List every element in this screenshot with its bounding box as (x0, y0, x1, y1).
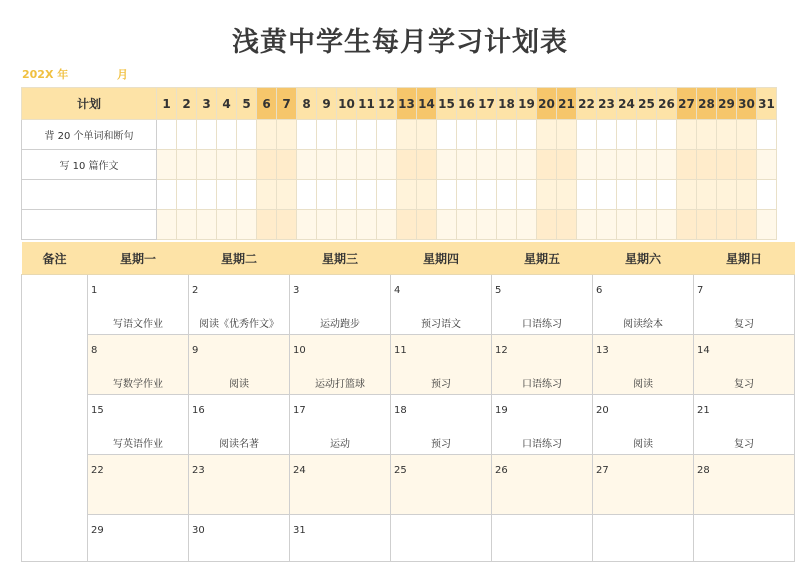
plan-check-cell[interactable] (257, 180, 277, 210)
day-activity: 复习 (734, 439, 754, 450)
plan-row (22, 150, 777, 180)
day-number: 18 (394, 405, 407, 416)
day-number: 28 (697, 465, 710, 476)
calendar-day-cell[interactable] (391, 335, 492, 395)
day-activity: 写语文作业 (113, 319, 163, 330)
plan-check-cell[interactable] (297, 120, 317, 150)
plan-day-header: 31 (757, 88, 777, 120)
plan-check-cell[interactable] (757, 120, 777, 150)
plan-check-cell[interactable] (237, 210, 257, 240)
plan-check-cell[interactable] (337, 120, 357, 150)
page-title: 浅黄中学生每月学习计划表 (232, 27, 568, 58)
plan-check-cell[interactable] (657, 150, 677, 180)
plan-check-cell[interactable] (677, 150, 697, 180)
plan-day-header: 20 (537, 88, 557, 120)
calendar-day-cell[interactable] (189, 515, 290, 562)
plan-check-cell[interactable] (737, 120, 757, 150)
plan-check-cell[interactable] (397, 120, 417, 150)
calendar-day-cell[interactable] (189, 455, 290, 515)
plan-check-cell[interactable] (217, 120, 237, 150)
plan-check-cell[interactable] (437, 150, 457, 180)
day-activity: 阅读绘本 (623, 319, 663, 330)
weekday-header: 星期五 (492, 242, 593, 275)
day-number: 9 (192, 345, 199, 356)
day-number: 16 (192, 405, 205, 416)
plan-check-cell[interactable] (717, 180, 737, 210)
plan-check-cell[interactable] (597, 120, 617, 150)
plan-day-header: 9 (317, 88, 337, 120)
plan-task-label[interactable] (22, 180, 157, 210)
plan-check-cell[interactable] (257, 210, 277, 240)
plan-check-cell[interactable] (597, 180, 617, 210)
plan-check-cell[interactable] (357, 210, 377, 240)
day-number: 13 (596, 345, 609, 356)
calendar-week-row (22, 515, 795, 562)
plan-check-cell[interactable] (317, 180, 337, 210)
plan-check-cell[interactable] (277, 210, 297, 240)
day-activity: 阅读《优秀作文》 (199, 319, 279, 330)
day-number: 10 (293, 345, 306, 356)
plan-check-cell[interactable] (237, 150, 257, 180)
weekday-header: 星期二 (189, 242, 290, 275)
plan-check-cell[interactable] (417, 180, 437, 210)
plan-task-label[interactable] (22, 210, 157, 240)
day-activity: 口语练习 (522, 439, 562, 450)
plan-check-cell[interactable] (157, 180, 177, 210)
calendar-day-cell[interactable] (88, 275, 189, 335)
plan-check-cell[interactable] (697, 180, 717, 210)
weekday-header: 星期四 (391, 242, 492, 275)
plan-check-cell[interactable] (377, 180, 397, 210)
plan-day-header: 23 (597, 88, 617, 120)
plan-check-cell[interactable] (377, 150, 397, 180)
day-activity: 口语练习 (522, 319, 562, 330)
calendar-day-cell[interactable] (189, 335, 290, 395)
calendar-day-cell[interactable] (88, 455, 189, 515)
year-label: 202X 年 (22, 68, 69, 81)
plan-check-cell[interactable] (657, 120, 677, 150)
day-number: 8 (91, 345, 98, 356)
plan-check-cell[interactable] (717, 120, 737, 150)
calendar-week-row (22, 335, 795, 395)
plan-day-header: 16 (457, 88, 477, 120)
plan-check-cell[interactable] (497, 180, 517, 210)
plan-check-cell[interactable] (557, 120, 577, 150)
day-number: 15 (91, 405, 104, 416)
calendar-day-cell[interactable] (391, 395, 492, 455)
plan-check-cell[interactable] (557, 150, 577, 180)
calendar-week-row (22, 275, 795, 335)
plan-day-header: 25 (637, 88, 657, 120)
plan-day-header: 12 (377, 88, 397, 120)
plan-check-cell[interactable] (517, 120, 537, 150)
plan-day-header: 26 (657, 88, 677, 120)
plan-check-cell[interactable] (577, 180, 597, 210)
plan-day-header: 5 (237, 88, 257, 120)
calendar-day-cell[interactable] (290, 335, 391, 395)
plan-check-cell[interactable] (717, 210, 737, 240)
plan-check-cell[interactable] (177, 210, 197, 240)
day-number: 1 (91, 285, 98, 296)
plan-check-cell[interactable] (497, 210, 517, 240)
plan-check-cell[interactable] (377, 120, 397, 150)
plan-day-header: 28 (697, 88, 717, 120)
plan-check-cell[interactable] (437, 180, 457, 210)
plan-header-label: 计划 (22, 88, 157, 120)
plan-check-cell[interactable] (597, 210, 617, 240)
plan-check-cell[interactable] (177, 150, 197, 180)
plan-check-cell[interactable] (617, 180, 637, 210)
day-number: 5 (495, 285, 502, 296)
plan-check-cell[interactable] (357, 150, 377, 180)
plan-check-cell[interactable] (737, 210, 757, 240)
calendar-day-cell[interactable] (593, 335, 694, 395)
calendar-day-cell[interactable] (492, 515, 593, 562)
plan-check-cell[interactable] (317, 120, 337, 150)
plan-day-header: 18 (497, 88, 517, 120)
calendar-day-cell[interactable] (593, 395, 694, 455)
plan-check-cell[interactable] (477, 180, 497, 210)
plan-day-header: 24 (617, 88, 637, 120)
plan-check-cell[interactable] (577, 150, 597, 180)
plan-check-cell[interactable] (637, 150, 657, 180)
calendar-day-cell[interactable] (88, 335, 189, 395)
plan-check-cell[interactable] (517, 210, 537, 240)
plan-day-header: 1 (157, 88, 177, 120)
day-number: 29 (91, 525, 104, 536)
plan-check-cell[interactable] (537, 150, 557, 180)
plan-check-cell[interactable] (697, 150, 717, 180)
plan-day-header: 8 (297, 88, 317, 120)
plan-check-cell[interactable] (337, 180, 357, 210)
calendar-day-cell[interactable] (189, 395, 290, 455)
calendar-day-cell[interactable] (694, 455, 795, 515)
plan-check-cell[interactable] (717, 150, 737, 180)
day-activity: 口语练习 (522, 379, 562, 390)
plan-check-cell[interactable] (617, 150, 637, 180)
plan-check-cell[interactable] (397, 210, 417, 240)
plan-day-header: 19 (517, 88, 537, 120)
day-number: 11 (394, 345, 407, 356)
calendar-day-cell[interactable] (694, 395, 795, 455)
day-number: 3 (293, 285, 300, 296)
plan-check-cell[interactable] (657, 180, 677, 210)
day-number: 19 (495, 405, 508, 416)
calendar-day-cell[interactable] (694, 275, 795, 335)
plan-day-header: 3 (197, 88, 217, 120)
plan-check-cell[interactable] (497, 150, 517, 180)
day-number: 12 (495, 345, 508, 356)
plan-check-cell[interactable] (277, 120, 297, 150)
plan-check-cell[interactable] (617, 210, 637, 240)
calendar-day-cell[interactable] (694, 515, 795, 562)
calendar-day-cell[interactable] (88, 395, 189, 455)
plan-day-header: 11 (357, 88, 377, 120)
plan-check-cell[interactable] (597, 150, 617, 180)
calendar-day-cell[interactable] (290, 515, 391, 562)
calendar-day-cell[interactable] (391, 515, 492, 562)
day-number: 27 (596, 465, 609, 476)
plan-check-cell[interactable] (217, 150, 237, 180)
day-number: 25 (394, 465, 407, 476)
calendar-day-cell[interactable] (492, 455, 593, 515)
calendar-day-cell[interactable] (593, 515, 694, 562)
calendar-day-cell[interactable] (88, 515, 189, 562)
plan-check-cell[interactable] (757, 180, 777, 210)
day-activity: 阅读 (633, 439, 653, 450)
plan-grid (21, 87, 777, 240)
plan-day-header: 21 (557, 88, 577, 120)
plan-check-cell[interactable] (677, 180, 697, 210)
day-activity: 预习语文 (421, 319, 461, 330)
day-activity: 预习 (431, 379, 451, 390)
calendar-day-cell[interactable] (593, 455, 694, 515)
plan-day-header: 4 (217, 88, 237, 120)
day-activity: 复习 (734, 319, 754, 330)
month-label: 月 (117, 68, 128, 81)
plan-day-header: 15 (437, 88, 457, 120)
plan-check-cell[interactable] (157, 150, 177, 180)
day-activity: 写数学作业 (113, 379, 163, 390)
calendar-day-cell[interactable] (391, 455, 492, 515)
day-number: 24 (293, 465, 306, 476)
calendar-day-cell[interactable] (492, 395, 593, 455)
day-number: 2 (192, 285, 199, 296)
plan-day-header: 2 (177, 88, 197, 120)
day-number: 23 (192, 465, 205, 476)
day-activity: 阅读 (229, 379, 249, 390)
day-activity: 运动打篮球 (315, 379, 365, 390)
plan-check-cell[interactable] (557, 180, 577, 210)
plan-check-cell[interactable] (457, 180, 477, 210)
plan-day-header: 22 (577, 88, 597, 120)
plan-check-cell[interactable] (257, 150, 277, 180)
plan-check-cell[interactable] (477, 150, 497, 180)
plan-check-cell[interactable] (677, 120, 697, 150)
day-activity: 运动跑步 (320, 319, 360, 330)
plan-row (22, 180, 777, 210)
day-activity: 预习 (431, 439, 451, 450)
note-column[interactable] (22, 275, 88, 562)
plan-check-cell[interactable] (537, 210, 557, 240)
day-number: 21 (697, 405, 710, 416)
plan-check-cell[interactable] (537, 120, 557, 150)
plan-check-cell[interactable] (457, 210, 477, 240)
plan-day-header: 17 (477, 88, 497, 120)
calendar-week-row (22, 455, 795, 515)
note-header: 备注 (22, 242, 88, 275)
plan-check-cell[interactable] (237, 120, 257, 150)
plan-check-cell[interactable] (277, 150, 297, 180)
plan-check-cell[interactable] (657, 210, 677, 240)
plan-check-cell[interactable] (477, 120, 497, 150)
plan-check-cell[interactable] (437, 210, 457, 240)
plan-check-cell[interactable] (617, 120, 637, 150)
plan-check-cell[interactable] (577, 120, 597, 150)
day-number: 6 (596, 285, 603, 296)
plan-check-cell[interactable] (457, 150, 477, 180)
plan-check-cell[interactable] (517, 150, 537, 180)
plan-check-cell[interactable] (337, 150, 357, 180)
day-number: 7 (697, 285, 704, 296)
plan-check-cell[interactable] (197, 150, 217, 180)
day-number: 14 (697, 345, 710, 356)
plan-row (22, 210, 777, 240)
calendar-day-cell[interactable] (189, 275, 290, 335)
plan-day-header: 10 (337, 88, 357, 120)
plan-check-cell[interactable] (177, 180, 197, 210)
plan-check-cell[interactable] (217, 180, 237, 210)
plan-check-cell[interactable] (197, 180, 217, 210)
plan-check-cell[interactable] (157, 120, 177, 150)
plan-header-row (22, 88, 777, 120)
plan-day-header: 13 (397, 88, 417, 120)
plan-check-cell[interactable] (637, 210, 657, 240)
plan-check-cell[interactable] (337, 210, 357, 240)
plan-check-cell[interactable] (557, 210, 577, 240)
plan-check-cell[interactable] (217, 210, 237, 240)
day-number: 20 (596, 405, 609, 416)
day-number: 17 (293, 405, 306, 416)
plan-check-cell[interactable] (397, 180, 417, 210)
plan-check-cell[interactable] (277, 180, 297, 210)
weekday-header: 星期六 (593, 242, 694, 275)
plan-check-cell[interactable] (577, 210, 597, 240)
calendar-day-cell[interactable] (593, 275, 694, 335)
calendar-day-cell[interactable] (694, 335, 795, 395)
plan-check-cell[interactable] (357, 180, 377, 210)
day-activity: 阅读名著 (219, 439, 259, 450)
plan-day-header: 30 (737, 88, 757, 120)
plan-check-cell[interactable] (317, 150, 337, 180)
plan-check-cell[interactable] (517, 180, 537, 210)
plan-check-cell[interactable] (737, 180, 757, 210)
weekday-header: 星期日 (694, 242, 795, 275)
calendar-day-cell[interactable] (290, 395, 391, 455)
plan-check-cell[interactable] (537, 180, 557, 210)
plan-check-cell[interactable] (417, 210, 437, 240)
weekday-header: 星期三 (290, 242, 391, 275)
weekday-header: 星期一 (88, 242, 189, 275)
plan-check-cell[interactable] (697, 120, 717, 150)
plan-check-cell[interactable] (177, 120, 197, 150)
day-number: 30 (192, 525, 205, 536)
plan-day-header: 7 (277, 88, 297, 120)
plan-check-cell[interactable] (297, 210, 317, 240)
calendar-day-cell[interactable] (492, 335, 593, 395)
day-activity: 运动 (330, 439, 350, 450)
plan-day-header: 6 (257, 88, 277, 120)
plan-check-cell[interactable] (417, 150, 437, 180)
plan-check-cell[interactable] (437, 120, 457, 150)
plan-task-label[interactable]: 背 20 个单词和断句 (22, 120, 157, 150)
calendar-week-row (22, 395, 795, 455)
calendar-day-cell[interactable] (492, 275, 593, 335)
plan-check-cell[interactable] (737, 150, 757, 180)
day-activity: 写英语作业 (113, 439, 163, 450)
plan-check-cell[interactable] (637, 180, 657, 210)
calendar-header-row (22, 242, 795, 275)
plan-check-cell[interactable] (357, 120, 377, 150)
plan-check-cell[interactable] (677, 210, 697, 240)
plan-check-cell[interactable] (457, 120, 477, 150)
plan-check-cell[interactable] (697, 210, 717, 240)
plan-check-cell[interactable] (157, 210, 177, 240)
plan-check-cell[interactable] (417, 120, 437, 150)
plan-check-cell[interactable] (257, 120, 277, 150)
plan-day-header: 29 (717, 88, 737, 120)
day-number: 22 (91, 465, 104, 476)
day-number: 31 (293, 525, 306, 536)
calendar-day-cell[interactable] (290, 455, 391, 515)
plan-check-cell[interactable] (197, 120, 217, 150)
day-number: 26 (495, 465, 508, 476)
plan-check-cell[interactable] (637, 120, 657, 150)
plan-check-cell[interactable] (197, 210, 217, 240)
plan-check-cell[interactable] (297, 180, 317, 210)
calendar-grid (21, 242, 795, 562)
day-activity: 阅读 (633, 379, 653, 390)
day-activity: 复习 (734, 379, 754, 390)
plan-check-cell[interactable] (297, 150, 317, 180)
plan-row (22, 120, 777, 150)
plan-day-header: 27 (677, 88, 697, 120)
plan-check-cell[interactable] (497, 120, 517, 150)
plan-check-cell[interactable] (317, 210, 337, 240)
day-number: 4 (394, 285, 401, 296)
plan-check-cell[interactable] (757, 150, 777, 180)
plan-check-cell[interactable] (397, 150, 417, 180)
plan-task-label[interactable]: 写 10 篇作文 (22, 150, 157, 180)
plan-check-cell[interactable] (237, 180, 257, 210)
plan-day-header: 14 (417, 88, 437, 120)
plan-check-cell[interactable] (377, 210, 397, 240)
calendar-day-cell[interactable] (290, 275, 391, 335)
plan-check-cell[interactable] (757, 210, 777, 240)
plan-check-cell[interactable] (477, 210, 497, 240)
calendar-day-cell[interactable] (391, 275, 492, 335)
